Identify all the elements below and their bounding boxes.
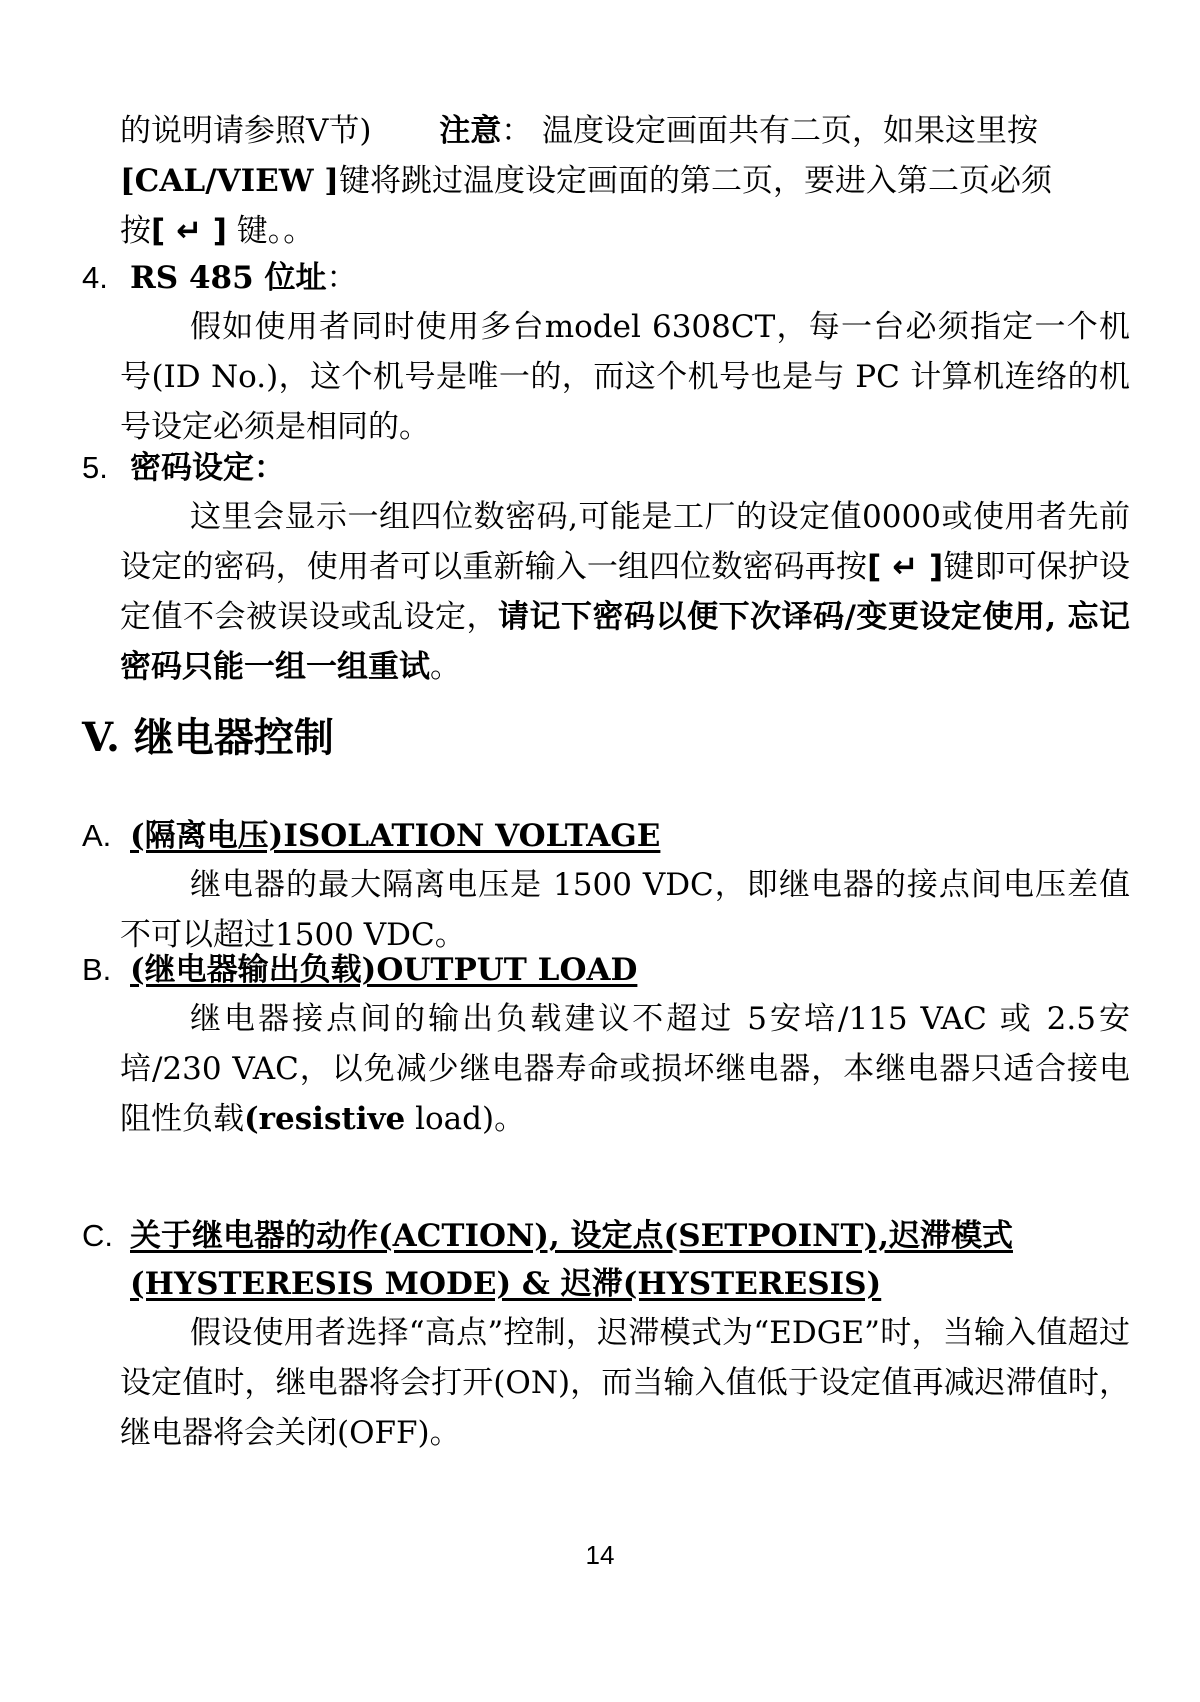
sub-b-title: (继电器输出负载)OUTPUT LOAD	[130, 952, 638, 988]
item-5-body-end: 。	[430, 649, 461, 685]
sub-a-title: (隔离电压)ISOLATION VOLTAGE	[130, 818, 661, 854]
sub-c-heading	[82, 1214, 1013, 1258]
sub-c-body: 假设使用者选择“高点”控制，迟滞模式为“EDGE”时，当输入值超过设定值时，继电器将会打开(ON)，而当输入值低于设定值再减迟滞值时，继电器将会关闭(OFF)。	[120, 1315, 1130, 1451]
item-5-number: 5.	[82, 450, 108, 485]
intro-line-1	[120, 106, 1130, 156]
intro-line-2	[120, 156, 1130, 206]
sub-c-title-line2: (HYSTERESIS MODE) & 迟滞(HYSTERESIS)	[130, 1266, 882, 1302]
sub-b-heading	[82, 948, 637, 992]
item-5-body-mid: 键即可保护设定值不会被误设或乱设定，	[120, 549, 1131, 635]
item-4-title: RS 485 位址	[130, 260, 327, 296]
sub-c-title-line1: 关于继电器的动作(ACTION), 设定点(SETPOINT),迟滞模式	[130, 1218, 1013, 1254]
item-5-title: 密码设定：	[130, 450, 285, 486]
sub-b-body	[120, 994, 1130, 1144]
enter-key: [ ↵ ]	[151, 213, 227, 249]
sub-b-body-bold: (resistive	[244, 1101, 406, 1137]
sub-a-heading	[82, 814, 660, 858]
note-label: 注意	[439, 113, 502, 149]
item-4-heading	[82, 256, 357, 300]
intro-line3-pre: 按	[120, 213, 151, 249]
intro-paragraph	[120, 106, 1130, 256]
item-5-heading	[82, 446, 285, 490]
sub-c-letter: C.	[82, 1218, 113, 1253]
sub-b-body-post: load)。	[405, 1101, 526, 1137]
intro-line1-text: 的说明请参照V节)	[120, 113, 372, 149]
intro-line1-post: ： 温度设定画面共有二页，如果这里按	[501, 113, 1039, 149]
item-5-body	[120, 492, 1130, 692]
item-5-warning: 请记下密码以便下次译码/变更设定使用, 忘记密码只能一组一组重试	[120, 599, 1131, 685]
sub-a-letter: A.	[82, 818, 112, 853]
enter-key: [ ↵ ]	[867, 549, 944, 585]
cal-view-key: [CAL/VIEW ]	[120, 163, 339, 199]
intro-line-3	[120, 206, 1130, 256]
sub-a-body: 继电器的最大隔离电压是 1500 VDC，即继电器的接点间电压差值不可以超过1500 VDC。	[120, 867, 1130, 953]
intro-line3-post: 键。。	[226, 213, 315, 249]
sub-b-body-pre: 继电器接点间的输出负载建议不超过 5安培/115 VAC 或 2.5安培/230 VAC，以免减少继电器寿命或损坏继电器，本继电器只适合接电阻性负载	[120, 1001, 1130, 1137]
section-title: V. 继电器控制	[82, 714, 334, 761]
item-5-body-pre: 这里会显示一组四位数密码,可能是工厂的设定值0000或使用者先前设定的密码，使用者可以重新输入一组四位数密码再按	[120, 499, 1130, 585]
page-number: 14	[585, 1540, 615, 1570]
item-4-body: 假如使用者同时使用多台model 6308CT，每一台必须指定一个机号(ID No.)，这个机号是唯一的，而这个机号也是与 PC 计算机连络的机号设定必须是相同的。	[120, 309, 1130, 445]
sub-c-heading-line2	[130, 1262, 881, 1306]
item-4-number: 4.	[82, 260, 108, 295]
item-4-colon: ：	[326, 260, 358, 296]
intro-line2-text: 键将跳过温度设定画面的第二页，要进入第二页必须	[338, 163, 1052, 199]
sub-b-letter: B.	[82, 952, 112, 987]
